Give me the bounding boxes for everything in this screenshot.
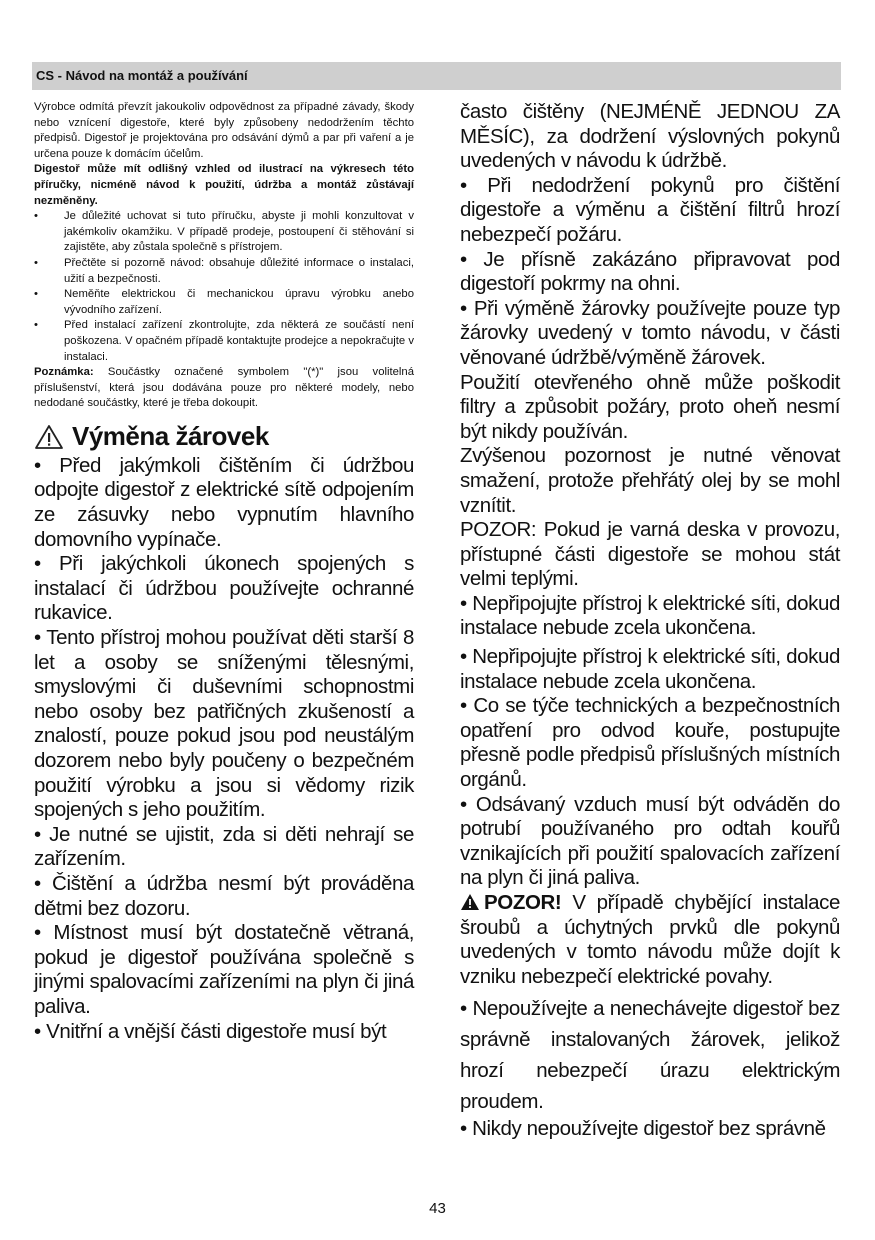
paragraph: POZOR: Pokud je varná deska v provozu, přístupné části digestoře se mohou stát velmi teplými. <box>460 518 840 591</box>
paragraph: • Před jakýmkoli čištěním či údržbou odpojte digestoř z elektrické sítě odpojením ze zásuvky nebo vypnutím hlavního domovního vypínače. <box>34 453 414 551</box>
list-item: • Neměňte elektrickou či mechanickou úpravu výrobku anebo vývodního zařízení. <box>34 287 414 318</box>
note-text: Součástky označené symbolem "(*)" jsou volitelná příslušenství, která jsou dodávána pouze pro některé modely, nebo nedodané součástky, které je třeba dokoupit. <box>34 366 414 410</box>
paragraph: • Je nutné se ujistit, zda si děti nehrají se zařízením. <box>34 822 414 871</box>
paragraph: Použití otevřeného ohně může poškodit filtry a způsobit požáry, proto oheň nesmí být nikdy používán. <box>460 370 840 443</box>
list-item: • Před instalací zařízení zkontrolujte, zda některá ze součástí není poškozena. V opačném případě kontaktujte prodejce a nepokračujte v instalaci. <box>34 318 414 365</box>
important-list <box>34 209 414 365</box>
paragraph: • Nepřipojujte přístroj k elektrické síti, dokud instalace nebude zcela ukončena. <box>460 591 840 640</box>
optional-parts-note <box>34 365 414 412</box>
paragraph: často čištěny (NEJMÉNĚ JEDNOU ZA MĚSÍC), za dodržení výslovných pokynů uvedených v návodu k údržbě. <box>460 100 840 173</box>
paragraph: • Místnost musí být dostatečně větraná, pokud je digestoř používána společně s jinými spalovacími zařízeními na plyn či jiná paliva. <box>34 921 414 1018</box>
paragraph: • Co se týče technických a bezpečnostních opatření pro odvod kouře, postupujte přesně podle předpisů příslušných místních orgánů. <box>460 694 840 792</box>
section-heading <box>34 422 414 452</box>
paragraph: • Vnitřní a vnější části digestoře musí být <box>34 1019 387 1043</box>
section-heading-title: Výměna žárovek <box>72 421 269 452</box>
warning-triangle-icon <box>34 424 64 450</box>
paragraph: • Čištění a údržba nesmí být prováděna dětmi bez dozoru. <box>34 871 414 920</box>
paragraph: • Odsávaný vzduch musí být odváděn do potrubí používaného pro odtah kouřů vznikajících při použití spalovacích zařízení na plyn či jiná paliva. <box>460 792 840 890</box>
paragraph: • Nepřipojujte přístroj k elektrické síti, dokud instalace nebude zcela ukončena. <box>460 645 840 693</box>
note-label: Poznámka: <box>34 366 94 379</box>
list-item: • Je důležité uchovat si tuto příručku, abyste ji mohli konzultovat v jakémkoliv okamžiku. V případě prodeje, postoupení či stěhování si zajistěte, aby zůstala společně s přístrojem. <box>34 209 414 256</box>
paragraph: • Je přísně zakázáno připravovat pod digestoří pokrmy na ohni. <box>460 247 840 296</box>
list-item: • Přečtěte si pozorně návod: obsahuje důležité informace o instalaci, užití a bezpečnosti. <box>34 256 414 287</box>
warning-filled-icon <box>460 893 480 911</box>
intro-paragraph: Výrobce odmítá převzít jakoukoliv odpovědnost za případné závady, škody nebo vznícení digestoře, které byly způsobeny nedodržením těchto předpisů. Digestoř je projektována pro odsávání dýmů a par při vaření a je určena pouze k domácím účelům. <box>34 101 414 160</box>
paragraph: • Nepoužívejte a nenechávejte digestoř bez správně instalovaných žárovek, jelikož hrozí nebezpečí úrazu elektrickým proudem. <box>460 997 840 1114</box>
left-column <box>34 100 414 1044</box>
paragraph: • Při jakýchkoli úkonech spojených s instalací či údržbou používejte ochranné rukavice. <box>34 552 414 625</box>
paragraph: • Při nedodržení pokynů pro čištění digestoře a výměnu a čištění filtrů hrozí nebezpečí požáru. <box>460 173 840 246</box>
paragraph: • Nikdy nepoužívejte digestoř bez správně <box>460 1117 826 1141</box>
page-number: 43 <box>429 1200 446 1217</box>
paragraph: • Při výměně žárovky používejte pouze typ žárovky uvedený v tomto návodu, v části věnované údržbě/výměně žárovek. <box>460 296 840 369</box>
section-header-bar <box>32 62 841 90</box>
paragraph: • Tento přístroj mohou používat děti starší 8 let a osoby se sníženými tělesnými, smyslovými či duševními schopnostmi nebo osoby bez patřičných zkušeností a znalostí, pouze pokud jsou pod neustálým dozorem nebo byly poučeny o bezpečném použití výrobku a jsou si vědomy rizik spojených s jeho použitím. <box>34 626 414 822</box>
right-column <box>460 100 840 1142</box>
appearance-note: Digestoř může mít odlišný vzhled od ilustrací na výkresech této příručky, nicméně návod k použití, údržba a montáž zůstávají nezměněny. <box>34 163 414 207</box>
warning-label: POZOR! <box>484 891 562 914</box>
section-header-title: CS - Návod na montáž a používání <box>36 68 248 83</box>
warning-text: V případě chybějící instalace šroubů a úchytných prvků dle pokynů uvedených v tomto návodu může dojít k vzniku nebezpečí elektrické povahy. <box>460 891 840 988</box>
warning-paragraph <box>460 891 840 989</box>
paragraph: Zvýšenou pozornost je nutné věnovat smažení, protože přehřátý olej by se mohl vznítit. <box>460 444 840 517</box>
